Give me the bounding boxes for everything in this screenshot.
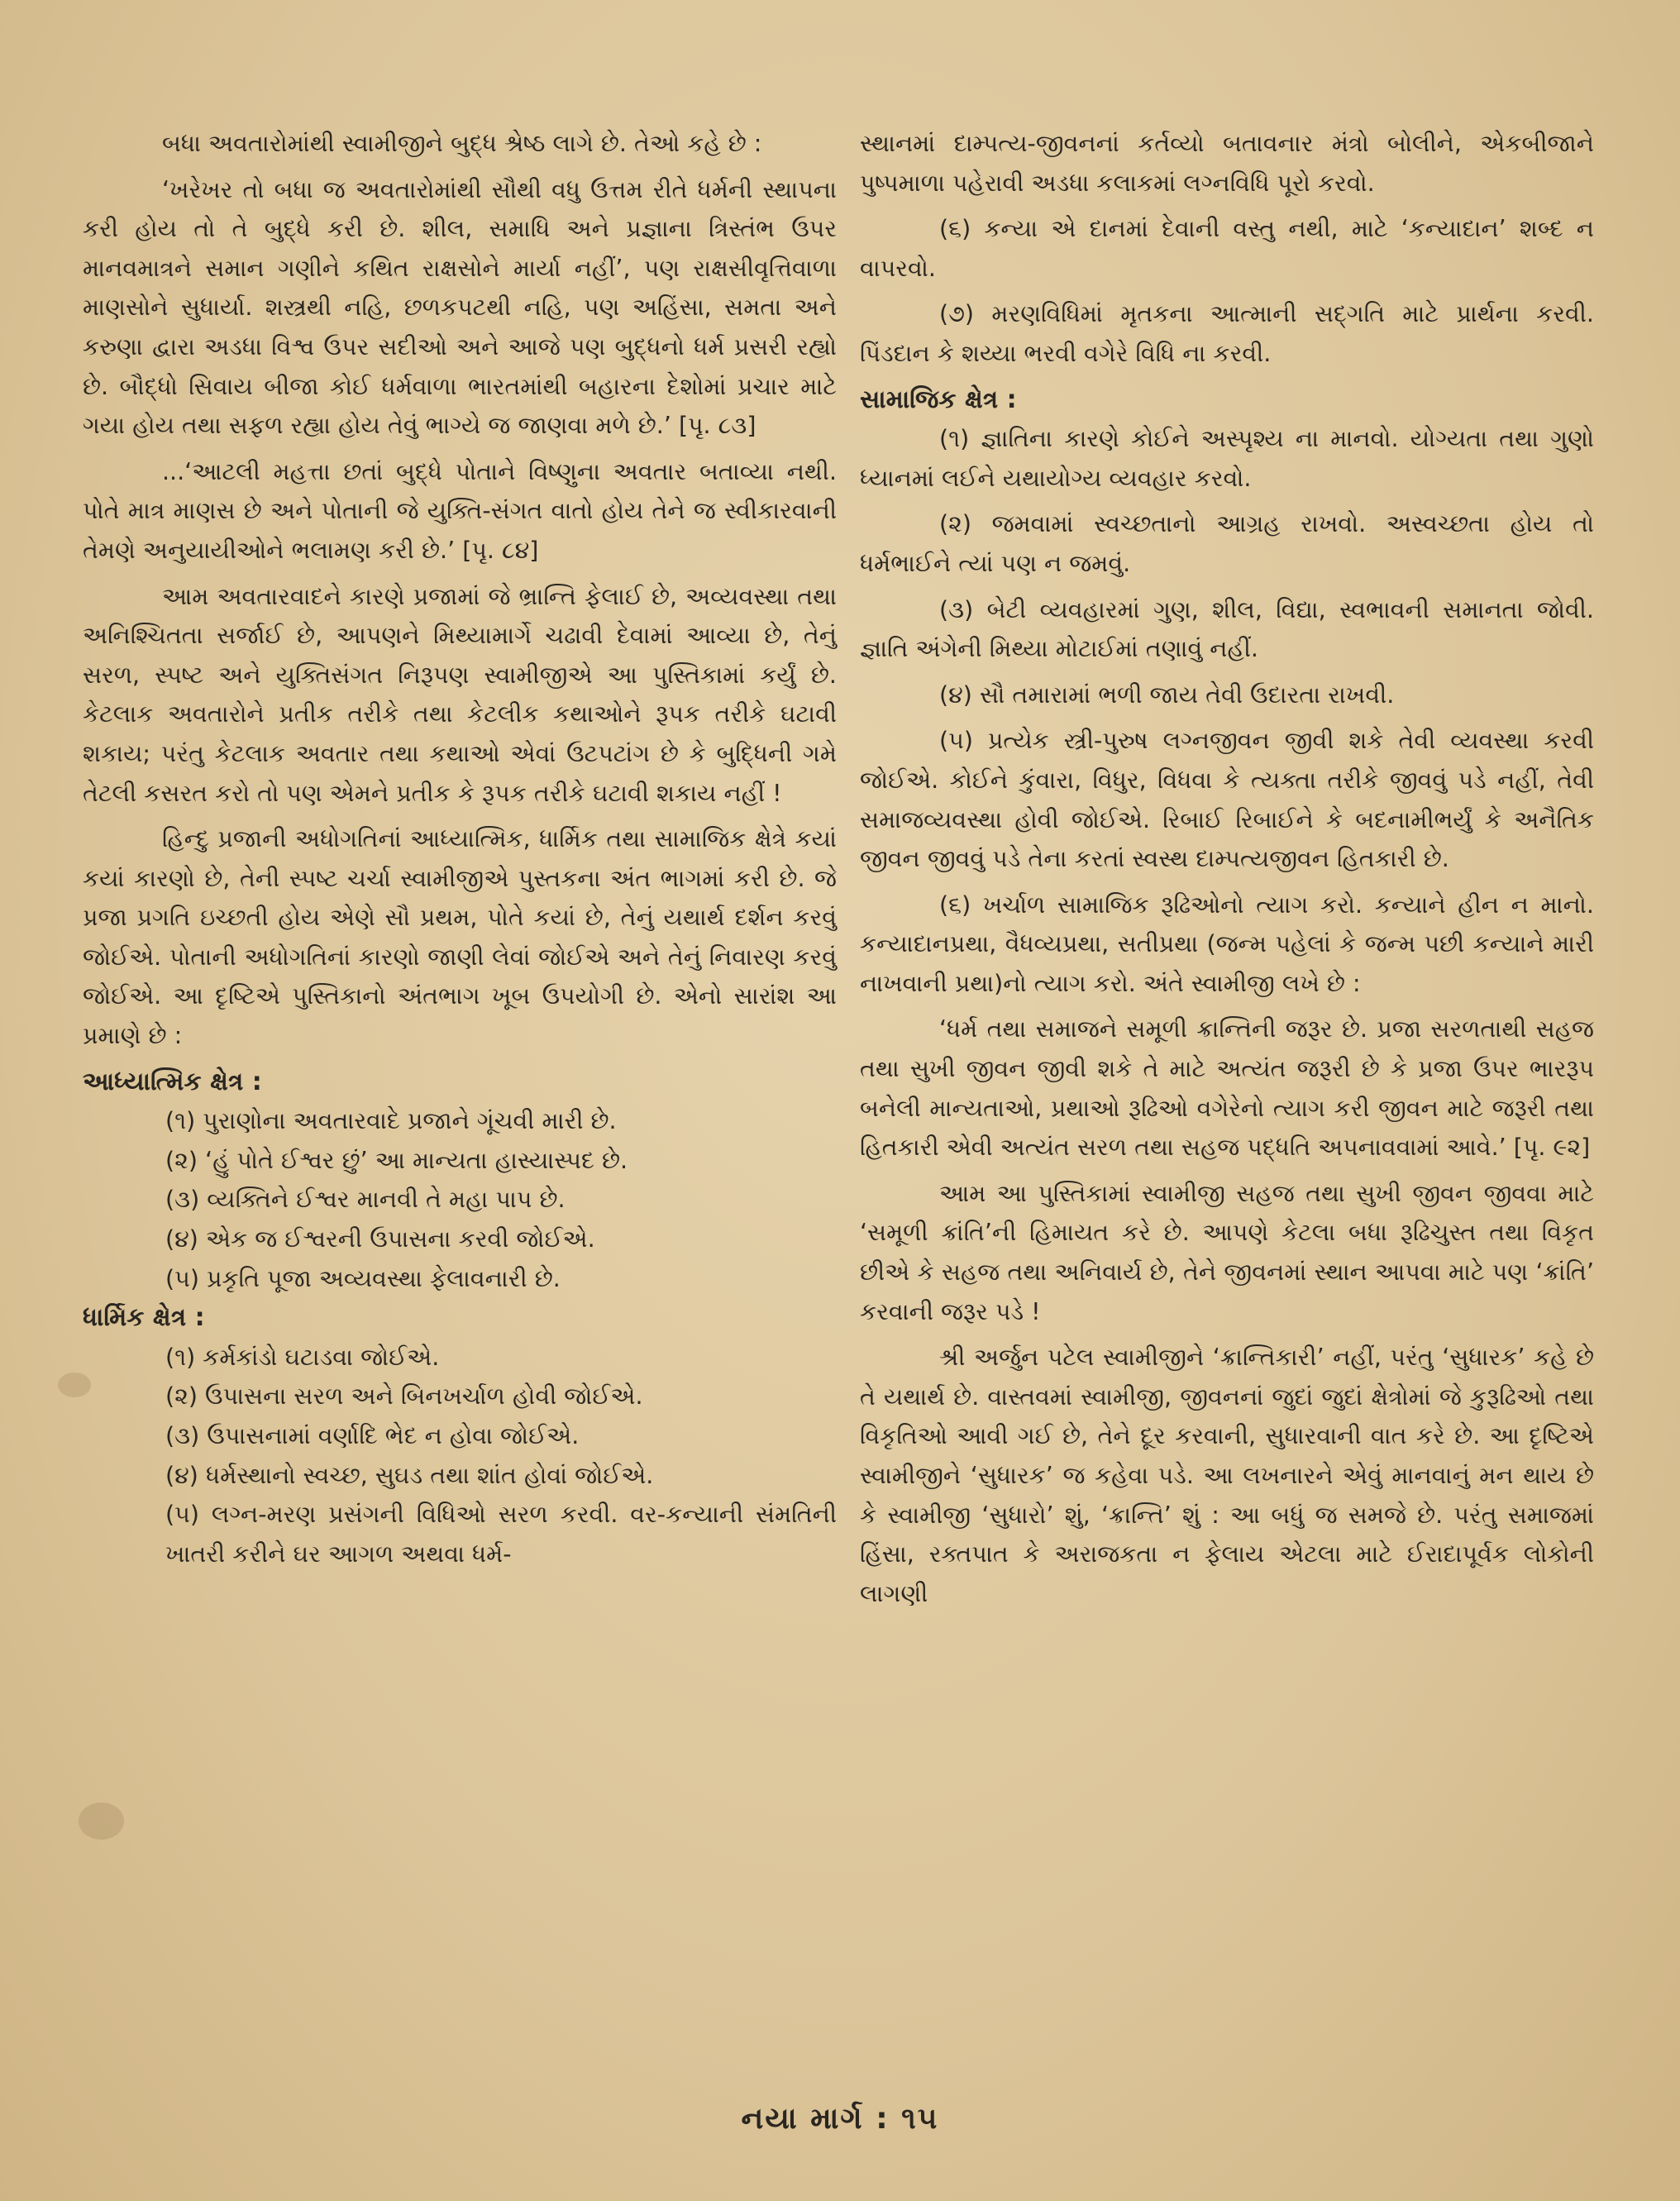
list-item: (૩) વ્યક્તિને ઈશ્વર માનવી તે મહા પાપ છે. <box>165 1186 566 1214</box>
list-item: (૨) ઉપાસના સરળ અને બિનખર્ચાળ હોવી જોઈએ. <box>165 1382 643 1411</box>
list-item: (૨) જમવામાં સ્વચ્છતાનો આગ્રહ રાખવો. અસ્વચ્છતા હોય તો ધર્મભાઈને ત્યાં પણ ન જમવું. <box>860 510 1594 577</box>
list-item: (૧) પુરાણોના અવતારવાદે પ્રજાને ગૂંચવી મારી છે. <box>165 1107 617 1135</box>
list-item: (૬) કન્યા એ દાનમાં દેવાની વસ્તુ નથી, માટે ‘કન્યાદાન’ શબ્દ ન વાપરવો. <box>860 215 1594 282</box>
section-heading-spiritual: આધ્યાત્મિક ક્ષેત્ર : <box>83 1067 262 1096</box>
list-item: (૪) ધર્મસ્થાનો સ્વચ્છ, સુઘડ તથા શાંત હોવાં જોઈએ. <box>165 1461 654 1489</box>
paragraph: બધા અવતારોમાંથી સ્વામીજીને બુદ્ધ શ્રેષ્ઠ લાગે છે. તેઓ કહે છે : <box>162 130 762 157</box>
list-item: (૭) મરણવિધિમાં મૃતકના આત્માની સદ્ગતિ માટે પ્રાર્થના કરવી. પિંડદાન કે શય્યા ભરવી વગેરે વિધિ ના કરવી. <box>860 300 1594 367</box>
quote-paragraph: ‘ધર્મ તથા સમાજને સમૂળી ક્રાન્તિની જરૂર છે. પ્રજા સરળતાથી સહજ તથા સુખી જીવન જીવી શકે તે માટે અત્યંત જરૂરી છે કે પ્રજા ઉપર ભારરૂપ બનેલી માન્યતાઓ, પ્રથાઓ રૂઢિઓ વગેરેનો ત્યાગ કરી જીવન માટે જરૂરી તથા હિતકારી એવી અત્યંત સરળ તથા સહજ પદ્ધતિ અપનાવવામાં આવે.’ [પૃ. ૯૨] <box>860 1015 1594 1162</box>
list-item: (૩) બેટી વ્યવહારમાં ગુણ, શીલ, વિદ્યા, સ્વભાવની સમાનતા જોવી. જ્ઞાતિ અંગેની મિથ્યા મોટાઈમાં તણાવું નહીં. <box>860 595 1594 663</box>
list-item: (૧) કર્મકાંડો ઘટાડવા જોઈએ. <box>165 1343 440 1371</box>
paragraph: હિન્દુ પ્રજાની અધોગતિનાં આધ્યાત્મિક, ધાર્મિક તથા સામાજિક ક્ષેત્રે કયાં કયાં કારણો છે, તેની સ્પષ્ટ ચર્ચા સ્વામીજીએ પુસ્તકના અંત ભાગમાં કરી છે. જે પ્રજા પ્રગતિ ઇચ્છતી હોય એણે સૌ પ્રથમ, પોતે કયાં છે, તેનું યથાર્થ દર્શન કરવું જોઈએ. પોતાની અધોગતિનાં કારણો જાણી લેવાં જોઈએ અને તેનું નિવારણ કરવું જોઈએ. આ દૃષ્ટિએ પુસ્તિકાનો અંતભાગ ખૂબ ઉપયોગી છે. એનો સારાંશ આ પ્રમાણે છે : <box>83 825 837 1050</box>
section-heading-religious: ધાર્મિક ક્ષેત્ર : <box>83 1303 205 1333</box>
list-item: (૧) જ્ઞાતિના કારણે કોઈને અસ્પૃશ્ય ના માનવો. યોગ્યતા તથા ગુણો ધ્યાનમાં લઈને યથાયોગ્ય વ્યવહાર કરવો. <box>860 425 1594 492</box>
quote-paragraph: ‘ખરેખર તો બધા જ અવતારોમાંથી સૌથી વધુ ઉત્તમ રીતે ધર્મની સ્થાપના કરી હોય તો તે બુદ્ધે કરી છે. શીલ, સમાધિ અને પ્રજ્ઞાના ત્રિસ્તંભ ઉપર માનવમાત્રને સમાન ગણીને કથિત રાક્ષસોને માર્યા નહીં’, પણ રાક્ષસીવૃત્તિવાળા માણસોને સુધાર્યા. શસ્ત્રથી નહિ, છળકપટથી નહિ, પણ અહિંસા, સમતા અને કરુણા દ્વારા અડધા વિશ્વ ઉપર સદીઓ અને આજે પણ બુદ્ધનો ધર્મ પ્રસરી રહ્યો છે. બૌદ્ધો સિવાય બીજા કોઈ ધર્મવાળા ભારતમાંથી બહારના દેશોમાં પ્રચાર માટે ગયા હોય તથા સફળ રહ્યા હોય તેવું ભાગ્યે જ જાણવા મળે છે.’ [પૃ. ૮૩] <box>83 175 837 440</box>
list-item: (૫) લગ્ન-મરણ પ્રસંગની વિધિઓ સરળ કરવી. વર-કન્યાની સંમતિની ખાતરી કરીને ઘર આગળ અથવા ધર્મ- <box>165 1501 837 1568</box>
spiritual-list <box>165 1101 837 1298</box>
list-item: (૬) ખર્ચાળ સામાજિક રૂઢિઓનો ત્યાગ કરો. કન્યાને હીન ન માનો. કન્યાદાનપ્રથા, વૈધવ્યપ્રથા, સતીપ્રથા (જન્મ પહેલાં કે જન્મ પછી કન્યાને મારી નાખવાની પ્રથા)નો ત્યાગ કરો. અંતે સ્વામીજી લખે છે : <box>860 890 1594 997</box>
quote-paragraph: ...‘આટલી મહત્તા છતાં બુદ્ધે પોતાને વિષ્ણુના અવતાર બતાવ્યા નથી. પોતે માત્ર માણસ છે અને પોતાની જે યુક્તિ-સંગત વાતો હોય તેને જ સ્વીકારવાની તેમણે અનુયાયીઓને ભલામણ કરી છે.’ [પૃ. ૮૪] <box>83 457 837 564</box>
paragraph: સ્થાનમાં દામ્પત્ય-જીવનનાં કર્તવ્યો બતાવનાર મંત્રો બોલીને, એકબીજાને પુષ્પમાળા પહેરાવી અડધા કલાકમાં લગ્નવિધિ પૂરો કરવો. <box>860 130 1594 197</box>
religious-list <box>165 1338 837 1574</box>
paragraph: આમ આ પુસ્તિકામાં સ્વામીજી સહજ તથા સુખી જીવન જીવવા માટે ‘સમૂળી ક્રાંતિ’ની હિમાયત કરે છે. આપણે કેટલા બધા રૂઢિચુસ્ત તથા વિકૃત છીએ કે સહજ તથા અનિવાર્ય છે, તેને જીવનમાં સ્થાન આપવા માટે પણ ‘ક્રાંતિ’ કરવાની જરૂર પડે ! <box>860 1179 1594 1325</box>
list-item: (૪) એક જ ઈશ્વરની ઉપાસના કરવી જોઈએ. <box>165 1225 595 1253</box>
paragraph: આમ અવતારવાદને કારણે પ્રજામાં જે ભ્રાન્તિ ફેલાઈ છે, અવ્યવસ્થા તથા અનિશ્ચિતતા સર્જાઈ છે, આપણને મિથ્યામાર્ગે ચઢાવી દેવામાં આવ્યા છે, તેનું સરળ, સ્પષ્ટ અને યુક્તિસંગત નિરૂપણ સ્વામીજીએ આ પુસ્તિકામાં કર્યું છે. કેટલાક અવતારોને પ્રતીક તરીકે તથા કેટલીક કથાઓને રૂપક તરીકે ઘટાવી શકાય; પરંતુ કેટલાક અવતાર તથા કથાઓ એવાં ઉટપટાંગ છે કે બુદ્ધિની ગમે તેટલી કસરત કરો તો પણ એમને પ્રતીક કે રૂપક તરીકે ઘટાવી શકાય નહીં ! <box>83 582 837 807</box>
right-column <box>860 124 1594 2044</box>
list-item: (૩) ઉપાસનામાં વર્ણાદિ ભેદ ન હોવા જોઈએ. <box>165 1422 580 1449</box>
list-item: (૨) ‘હું પોતે ઈશ્વર છું’ આ માન્યતા હાસ્યાસ્પદ છે. <box>165 1146 628 1174</box>
list-item: (૪) સૌ તમારામાં ભળી જાય તેવી ઉદારતા રાખવી. <box>939 680 1395 709</box>
list-item: (૫) પ્રત્યેક સ્ત્રી-પુરુષ લગ્નજીવન જીવી શકે તેવી વ્યવસ્થા કરવી જોઈએ. કોઈને કુંવારા, વિધુર, વિધવા કે ત્યક્તા તરીકે જીવવું પડે નહીં, તેવી સમાજવ્યવસ્થા હોવી જોઈએ. રિબાઈ રિબાઈને કે બદનામીભર્યું કે અનૈતિક જીવન જીવવું પડે તેના કરતાં સ્વસ્થ દામ્પત્યજીવન હિતકારી છે. <box>860 727 1594 873</box>
left-column <box>83 124 837 2044</box>
list-item: (૫) પ્રકૃતિ પૂજા અવ્યવસ્થા ફેલાવનારી છે. <box>165 1264 561 1292</box>
paragraph: શ્રી અર્જુન પટેલ સ્વામીજીને ‘ક્રાન્તિકારી’ નહીં, પરંતુ ‘સુધારક’ કહે છે તે યથાર્થ છે. વાસ્તવમાં સ્વામીજી, જીવનનાં જુદાં જુદાં ક્ષેત્રોમાં જે કુરૂઢિઓ તથા વિકૃતિઓ આવી ગઈ છે, તેને દૂર કરવાની, સુધારવાની વાત કરે છે. આ દૃષ્ટિએ સ્વામીજીને ‘સુધારક’ જ કહેવા પડે. આ લખનારને એવું માનવાનું મન થાય છે કે સ્વામીજી ‘સુધારો’ શું, ‘ક્રાન્તિ’ શું : આ બધું જ સમજે છે. પરંતુ સમાજમાં હિંસા, રક્તપાત કે અરાજકતા ન ફેલાય એટલા માટે ઈરાદાપૂર્વક લોકોની લાગણી <box>860 1344 1594 1607</box>
page-footer: નયા માર્ગ : ૧૫ <box>741 2102 939 2136</box>
section-heading-social: સામાજિક ક્ષેત્ર : <box>860 384 1017 414</box>
